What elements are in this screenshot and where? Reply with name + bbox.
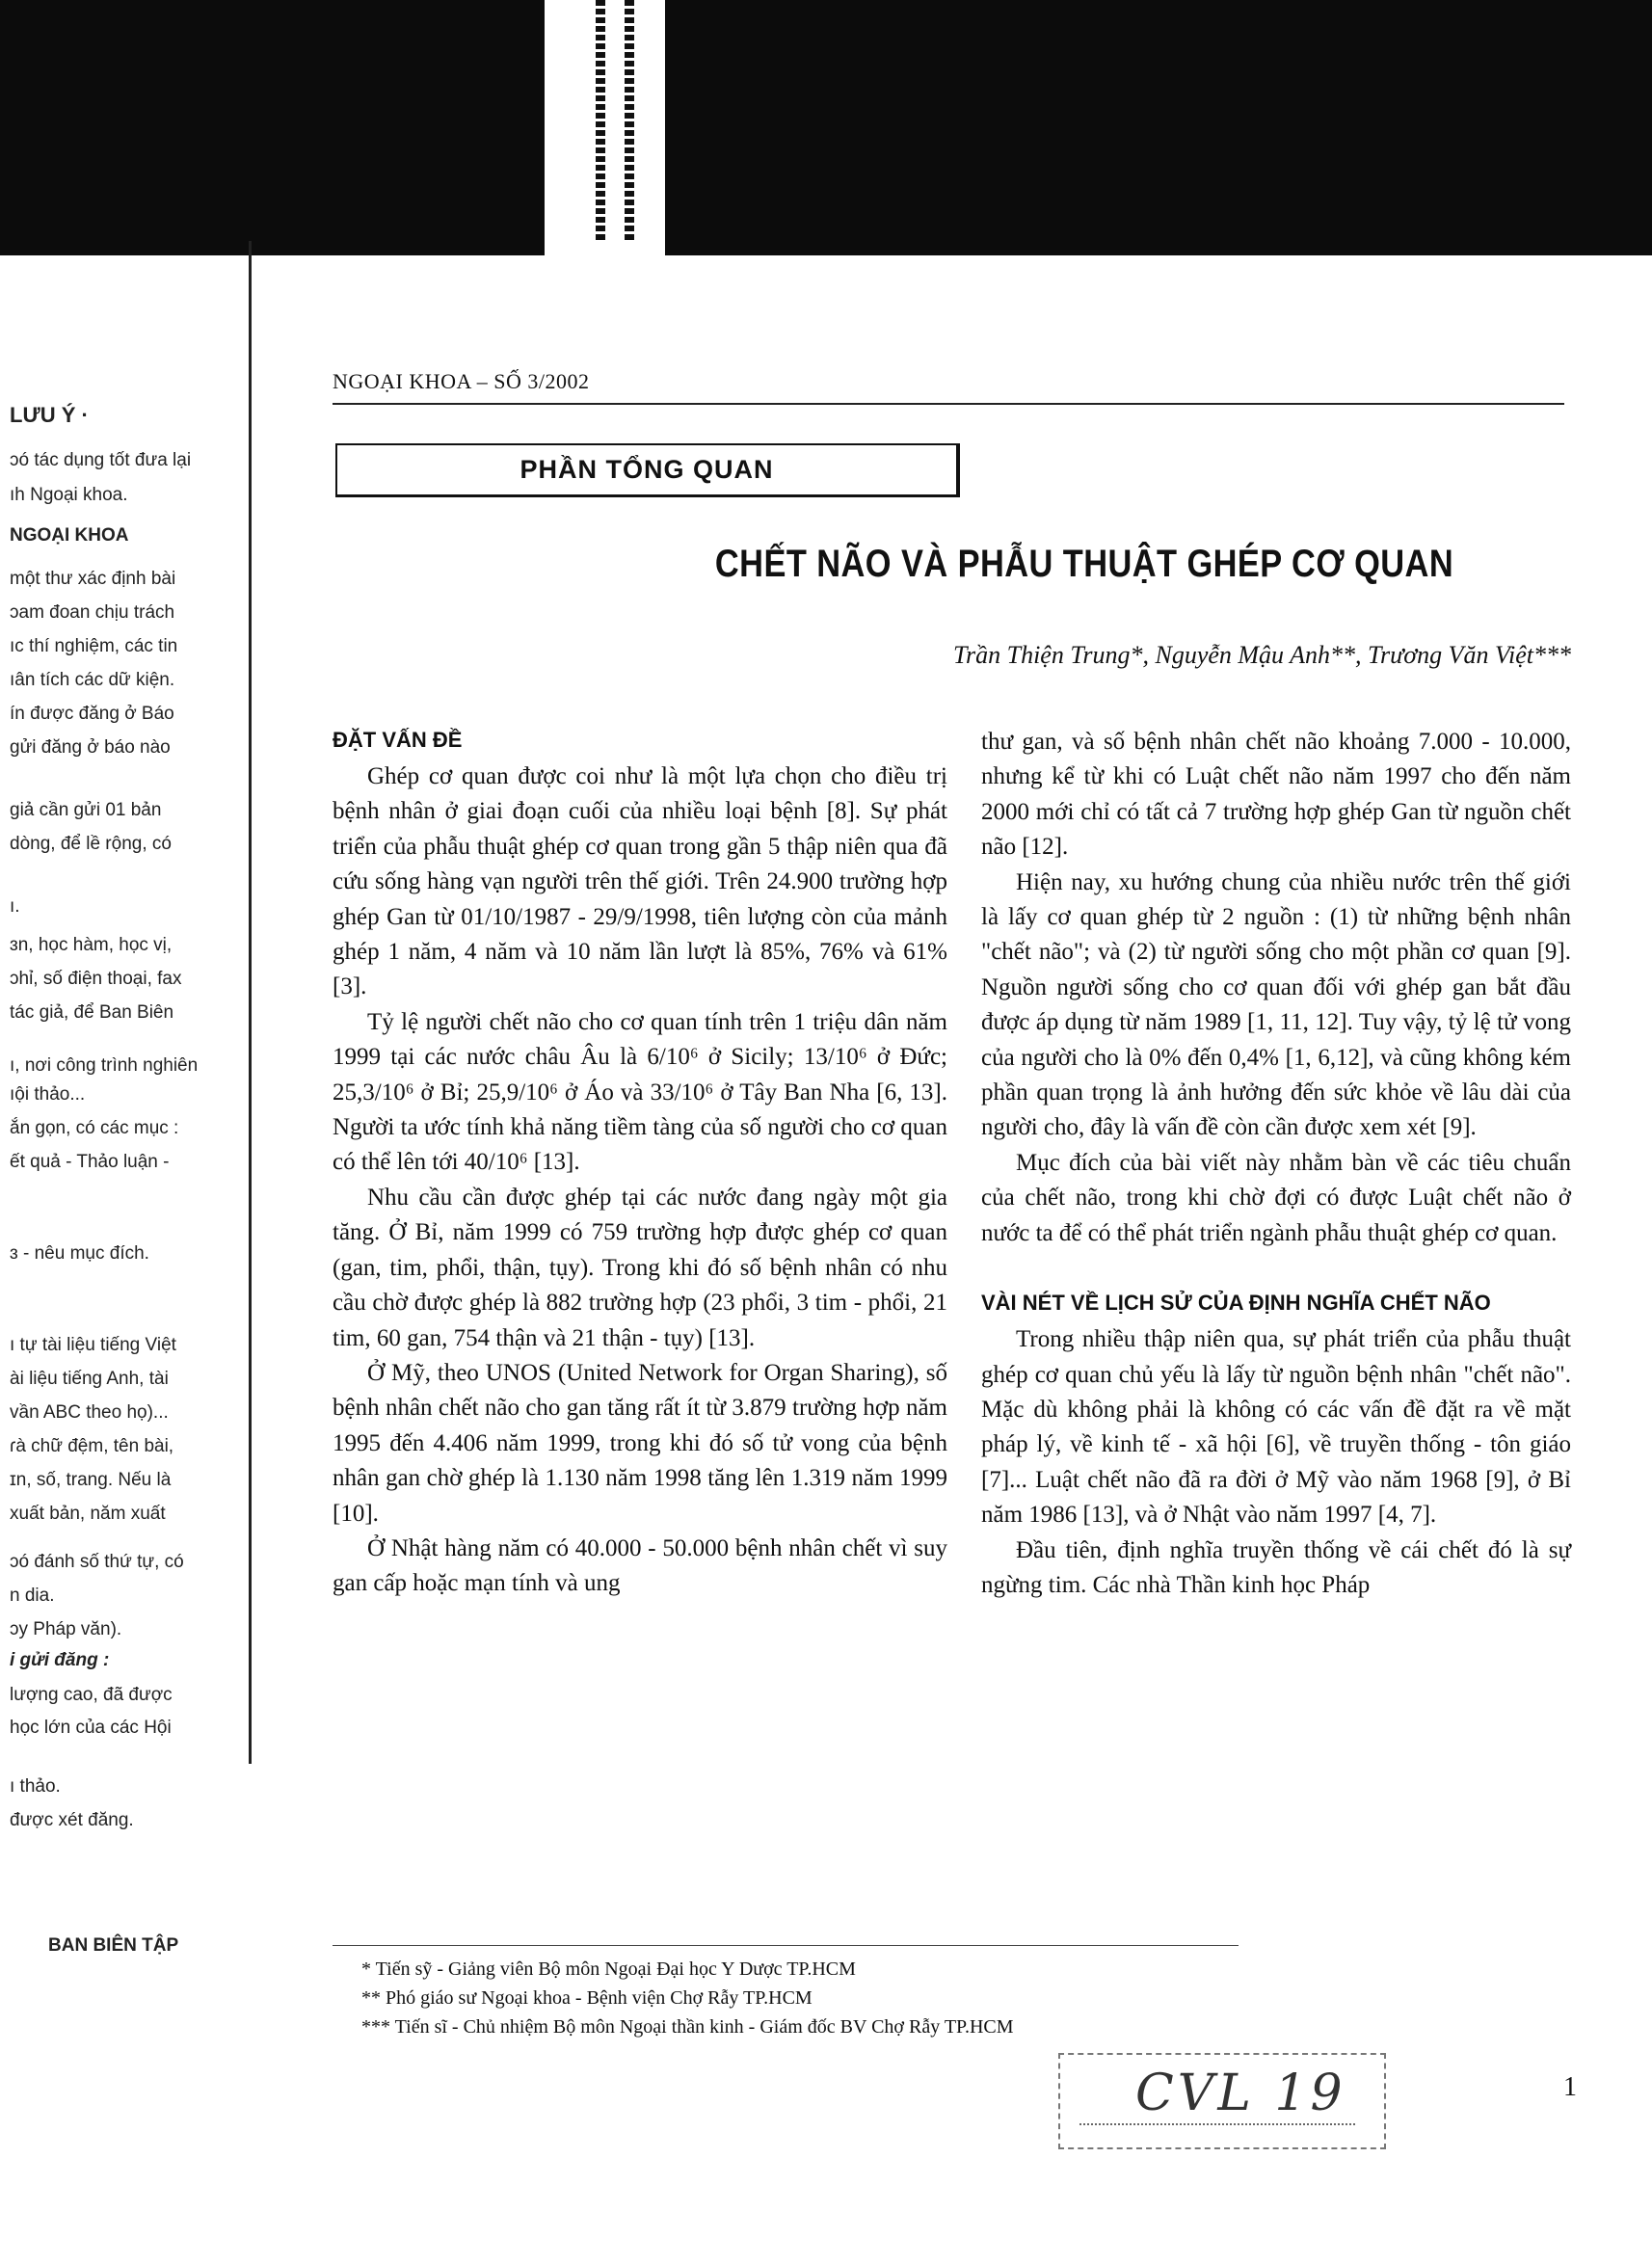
adjacent-page-line: ết quả - Thảo luận - — [10, 1152, 170, 1172]
section-label-box — [335, 443, 960, 497]
paragraph: Ghép cơ quan được coi như là một lựa chọn cho điều trị bệnh nhân ở giai đoạn cuối của nhiều loại bệnh [8]. Sự phát triển của phẫu thuật ghép cơ quan trong gần 5 thập niên qua đã cứu sống hàng vạn người trên thế giới. Trên 24.900 trường hợp ghép Gan từ 01/10/1987 - 29/9/1998, tiên lượng còn của mảnh ghép 1 năm, 4 năm và 10 năm lần lượt là 85%, 76% và 61% [3]. — [333, 763, 947, 1000]
paragraph: Hiện nay, xu hướng chung của nhiều nước trên thế giới là lấy cơ quan ghép từ 2 nguồn : (1) từ những bệnh nhân "chết não"; và (2) từ người sống cho một phần cơ quan [9]. Nguồn người sống cho cơ quan đối với ghép gan bắt đầu được áp dụng từ năm 1989 [1, 11, 12]. Tuy vậy, tỷ lệ tử vong của người cho là 0% đến 0,4% [1, 6,12], và cũng không kém phần quan trọng là ảnh hưởng đến sức khỏe về lâu dài của người cho, đây là vấn đề còn cần được xem xét [9]. — [981, 868, 1571, 1141]
adjacent-page-line: ɔó tác dụng tốt đưa lại — [10, 450, 192, 470]
adjacent-page-line: i gửi đăng : — [10, 1650, 110, 1670]
adjacent-page-line: học lớn của các Hội — [10, 1718, 172, 1738]
page-number: 1 — [1563, 2072, 1577, 2102]
adjacent-page-line: NGOẠI KHOA — [10, 525, 129, 546]
adjacent-page-line: ín được đăng ở Báo — [10, 704, 174, 724]
header-rule — [333, 403, 1564, 405]
paragraph: Ở Nhật hàng năm có 40.000 - 50.000 bệnh nhân chết vì suy gan cấp hoặc mạn tính và ung — [333, 1534, 947, 1597]
paragraph: Nhu cầu cần được ghép tại các nước đang ngày một gia tăng. Ở Bỉ, năm 1999 có 759 trường hợp được ghép cơ quan (gan, tim, phổi, thận, tụy). Trong khi đó số bệnh nhân có nhu cầu chờ được ghép là 882 trường hợp (23 phổi, 3 tim - phổi, 21 tim, 60 gan, 754 thận và 21 thận - tụy) [13]. — [333, 1184, 947, 1351]
adjacent-page-line: ıh Ngoại khoa. — [10, 485, 128, 505]
article-title: CHẾT NÃO VÀ PHẪU THUẬT GHÉP CƠ QUAN — [714, 543, 1454, 585]
adjacent-page-line: vần ABC theo họ)... — [10, 1402, 169, 1423]
adjacent-page-line: tác giả, để Ban Biên — [10, 1002, 174, 1023]
adjacent-page-line: BAN BIÊN TẬP — [48, 1935, 179, 1956]
adjacent-page-line: được xét đăng. — [10, 1810, 134, 1830]
section-label: PHẦN TỔNG QUAN — [520, 455, 774, 484]
adjacent-page-line: ài liệu tiếng Anh, tài — [10, 1369, 169, 1389]
stamp-line — [1079, 2123, 1355, 2126]
body-column-left — [333, 728, 947, 1602]
footnote: ** Phó giáo sư Ngoại khoa - Bệnh viện Chợ Rẫy TP.HCM — [361, 1987, 813, 2009]
adjacent-page-line: LƯU Ý · — [10, 403, 89, 427]
footnote: * Tiến sỹ - Giảng viên Bộ môn Ngoại Đại học Y Dược TP.HCM — [361, 1959, 856, 1980]
adjacent-page-line: ı thảo. — [10, 1776, 61, 1797]
adjacent-page-line: lượng cao, đã được — [10, 1685, 173, 1705]
adjacent-page-line: ɜ - nêu mục đích. — [10, 1243, 149, 1264]
top-black-bar-right — [665, 0, 1652, 255]
adjacent-page-line: giả cần gửi 01 bản — [10, 800, 162, 820]
adjacent-page-line: ɔy Pháp văn). — [10, 1619, 122, 1639]
handwritten-code: CVL 19 — [1135, 2065, 1346, 2122]
adjacent-page-line: ıội thảo... — [10, 1084, 86, 1105]
page-gutter-line — [249, 241, 252, 1764]
top-black-bar-left — [0, 0, 545, 255]
adjacent-page-line: n dia. — [10, 1586, 55, 1606]
paragraph: Tỷ lệ người chết não cho cơ quan tính trên 1 triệu dân năm 1999 tại các nước châu Âu là 6/10⁶ ở Sicily; 13/10⁶ ở Đức; 25,3/10⁶ ở Bỉ; 25,9/10⁶ ở Áo và 33/10⁶ ở Tây Ban Nha [6, 13]. Người ta ước tính khả năng tiềm tàng của số người cho cơ quan có thể lên tới 40/10⁶ [13]. — [333, 1008, 947, 1176]
adjacent-page-line: ɔhỉ, số điện thoại, fax — [10, 969, 182, 989]
adjacent-page-line: ı tự tài liệu tiếng Việt — [10, 1335, 176, 1355]
paragraph: thư gan, và số bệnh nhân chết não khoảng 7.000 - 10.000, nhưng kể từ khi có Luật chết não năm 1997 cho đến năm 2000 mới chỉ có tất cả 7 trường hợp ghép Gan từ nguồn chết não [12]. — [981, 729, 1571, 861]
adjacent-page-line: ɔam đoan chịu trách — [10, 602, 175, 623]
library-stamp — [1058, 2053, 1386, 2149]
body-column-right — [981, 725, 1571, 1603]
section-heading: VÀI NÉT VỀ LỊCH SỬ CỦA ĐỊNH NGHĨA CHẾT NÃO — [981, 1291, 1491, 1316]
binding-strip — [596, 0, 605, 241]
adjacent-page-line: ı. — [10, 896, 20, 917]
footnote-rule — [333, 1945, 1239, 1946]
adjacent-page-line: một thư xác định bài — [10, 569, 176, 589]
adjacent-page-line: dòng, để lề rộng, có — [10, 834, 172, 854]
adjacent-page-line: ıân tích các dữ kiện. — [10, 670, 175, 690]
adjacent-page-line: xuất bản, năm xuất — [10, 1504, 166, 1524]
adjacent-page-line: ɾà chữ đệm, tên bài, — [10, 1436, 174, 1456]
adjacent-page-line: ɪn, số, trang. Nếu là — [10, 1470, 172, 1490]
paragraph: Trong nhiều thập niên qua, sự phát triển của phẫu thuật ghép cơ quan chủ yếu là lấy từ nguồn bệnh nhân "chết não". Mặc dù không phải là không có các vấn đề đặt ra về mặt pháp lý, về kinh tế - xã hội [6], về truyền thống - tôn giáo [7]... Luật chết não đã ra đời ở Mỹ vào năm 1968 [9], ở Bỉ năm 1986 [13], và ở Nhật vào năm 1997 [4, 7]. — [981, 1326, 1571, 1529]
adjacent-page-line: ıc thí nghiệm, các tin — [10, 636, 178, 656]
adjacent-page-line: gửi đăng ở báo nào — [10, 737, 171, 758]
paragraph: Ở Mỹ, theo UNOS (United Network for Organ Sharing), số bệnh nhân chết não cho gan tăng rất ít từ 3.879 trường hợp năm 1995 đến 4.406 năm 1999, trong khi đó số tử vong của bệnh nhân gan chờ ghép là 1.130 năm 1998 tăng lên 1.319 năm 1999 [10]. — [333, 1359, 947, 1527]
section-heading: ĐẶT VẤN ĐỀ — [333, 728, 463, 752]
adjacent-page-line: ắn gọn, có các mục : — [10, 1118, 179, 1138]
paragraph: Đầu tiên, định nghĩa truyền thống về cái chết đó là sự ngừng tim. Các nhà Thần kinh học Pháp — [981, 1536, 1571, 1598]
adjacent-page-line: ɔó đánh số thứ tự, có — [10, 1552, 184, 1572]
binding-strip — [625, 0, 634, 241]
paragraph: Mục đích của bài viết này nhằm bàn về các tiêu chuẩn của chết não, trong khi chờ đợi có được Luật chết não ở nước ta để có thể phát triển ngành phẫu thuật ghép cơ quan. — [981, 1149, 1571, 1246]
adjacent-page-line: ɜn, học hàm, học vị, — [10, 935, 173, 955]
running-title: NGOẠI KHOA – SỐ 3/2002 — [333, 369, 590, 393]
article-authors: Trần Thiện Trung*, Nguyễn Mậu Anh**, Trương Văn Việt*** — [952, 641, 1571, 669]
footnote: *** Tiến sĩ - Chủ nhiệm Bộ môn Ngoại thần kinh - Giám đốc BV Chợ Rẫy TP.HCM — [361, 2016, 1014, 2038]
adjacent-page-line: ı, nơi công trình nghiên — [10, 1055, 199, 1076]
